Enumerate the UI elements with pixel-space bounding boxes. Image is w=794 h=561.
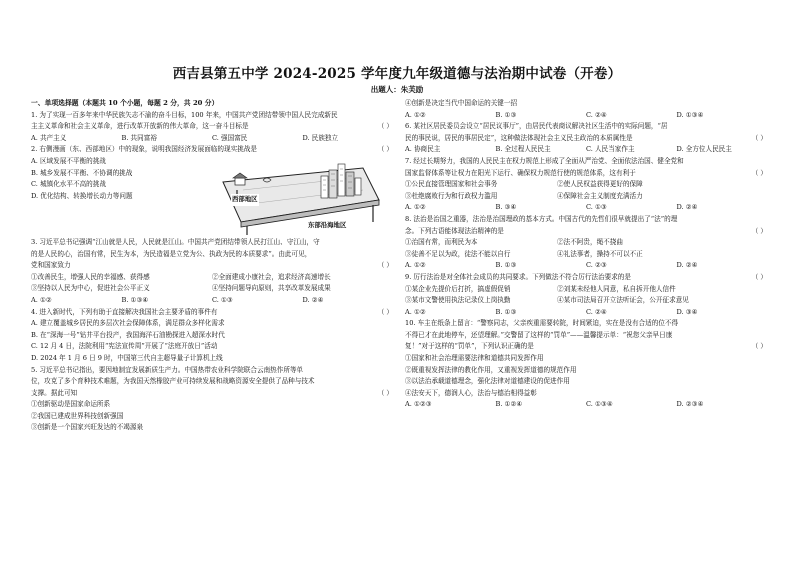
q5-options: [405, 110, 767, 122]
q3-answer-bracket[interactable]: （ ）: [377, 261, 393, 270]
q5-option-b[interactable]: B. ①③: [495, 110, 517, 119]
q8-item-1: ①治国有常，而利民为本: [405, 238, 478, 247]
east-region-label: 东部沿海地区: [307, 220, 347, 232]
q2-option-a[interactable]: A. 区域发展不平衡的挑战: [31, 156, 106, 165]
q8-line-1: 8. 法治是治国之重器，法治是治国理政的基本方式。中国古代的先哲们很早就提出了“法”的理: [405, 214, 678, 223]
q8-option-c[interactable]: C. ②③: [586, 261, 607, 270]
q9-item-1: ①某企业先提价后打折，搞虚假促销: [405, 284, 511, 293]
q8-options: [405, 260, 767, 272]
q9-item-2: ②刘某未经他人同意，私自拆开他人信件: [557, 284, 676, 293]
q3-option-d[interactable]: D. ②④: [302, 295, 324, 304]
q4-answer-bracket[interactable]: （ ）: [377, 307, 393, 316]
q5-option-a[interactable]: A. ①②: [405, 110, 426, 119]
q3-option-c[interactable]: C. ①③: [212, 295, 233, 304]
q3-items-row-2: [31, 283, 393, 295]
west-region-label: 西部地区: [231, 194, 259, 206]
q10-option-c[interactable]: C. ①③④: [586, 400, 613, 409]
q5-option-c[interactable]: C. ②④: [586, 110, 607, 119]
q9-items-row-2: [405, 295, 767, 307]
q6-line-1: 6. 某社区居民委员会设立“居民议事厅”，由居民代表商议解决社区生活中的实际问题，“居: [405, 122, 668, 131]
q4-option-c[interactable]: C. 12 月 4 日，法院利用“宪法宣传周”开展了“法庭开放日”活动: [31, 342, 218, 351]
q7-line-2: [405, 168, 767, 180]
q5-item-4: ④创新是决定当代中国命运的关键一招: [405, 99, 518, 107]
q7-item-4: ④保障社会主义制度充满活力: [557, 191, 643, 200]
q9-option-b[interactable]: B. ①③: [495, 307, 517, 316]
q7-item-2: ②使人民权益获得更好的保障: [557, 180, 643, 189]
q1-option-c[interactable]: C. 强国富民: [212, 133, 248, 142]
q1-option-b[interactable]: B. 共同富裕: [121, 133, 157, 142]
q4-option-a[interactable]: A. 建立覆盖城乡居民的多层次社会保障体系，满足群众多样化需求: [31, 319, 225, 328]
q2-answer-bracket[interactable]: （ ）: [377, 145, 393, 154]
q3-options: [31, 295, 393, 307]
q1-option-a[interactable]: A. 共产主义: [31, 133, 67, 142]
q7-item-1: ①公民直接管理国家和社会事务: [405, 180, 498, 189]
q4-stem-text: 4. 进入新时代，下列有助于直接解决我国社会主要矛盾的事件有: [31, 307, 218, 316]
page-title: 西吉县第五中学 2024-2025 学年度九年级道德与法治期中试卷（开卷）: [172, 66, 622, 82]
q8-option-b[interactable]: B. ①③: [495, 261, 517, 270]
q1-line-2: [31, 121, 393, 133]
q3-item-4: ④坚持问题导向原则，共享改革发展成果: [212, 284, 331, 293]
q6-option-a[interactable]: A. 协商民主: [405, 145, 441, 154]
q2-stem-text: 2. 右侧漫画（东、西部地区）中的现象，说明我国经济发展面临的现实挑战是: [31, 145, 257, 154]
east-west-cartoon: [213, 160, 383, 236]
q8-items-row-1: [405, 237, 767, 249]
q8-line-2-text: 念。下列古语能体现法治精神的是: [405, 226, 504, 235]
q7-line-2-text: 国家监督体系等让权力在阳光下运行、确保权力规范行使的规范体系，这有利于: [405, 168, 636, 177]
q7-options: [405, 202, 767, 214]
q3-line-3: [31, 260, 393, 272]
q6-answer-bracket[interactable]: （ ）: [751, 133, 767, 142]
q8-option-d[interactable]: D. ②④: [676, 261, 698, 270]
q2-option-d[interactable]: D. 优化结构、转换增长动力等问题: [31, 191, 133, 200]
q10-line-2: 不得已才在此地停车，还望理解。”交警留了这样的“罚单”——温馨提示单：“祝您父亲早日康: [405, 330, 673, 339]
right-column: [405, 98, 767, 411]
q7-line-1: 7. 经过长期努力，我国的人民民主在权力规范上形成了全面从严治党、全面依法治国、健全党和: [405, 156, 684, 165]
q6-option-d[interactable]: D. 全方位人民民主: [676, 145, 732, 154]
q3-option-a[interactable]: A. ①②: [31, 295, 52, 304]
q8-answer-bracket[interactable]: （ ）: [751, 226, 767, 235]
q3-items-row-1: [31, 272, 393, 284]
q3-line-2: 的是人民的心，治国有常，民生为本，为民造福是立党为公、执政为民的本质要求”。由此可见，: [31, 249, 312, 258]
q7-option-a[interactable]: A. ①②: [405, 203, 426, 212]
q9-item-4: ④某市司法局召开立法听证会，公开征求意见: [557, 296, 689, 305]
q1-answer-bracket[interactable]: （ ）: [377, 122, 393, 131]
q8-line-2: [405, 226, 767, 238]
q10-item-2: ②既重视发挥法律的教化作用，又重视发挥道德的规范作用: [405, 365, 577, 374]
q7-option-c[interactable]: C. ①③: [586, 203, 607, 212]
q7-item-3: ③杜绝腐败行为和行政权力滥用: [405, 191, 498, 200]
q9-answer-bracket[interactable]: （ ）: [751, 272, 767, 281]
q7-items-row-1: [405, 179, 767, 191]
q7-answer-bracket[interactable]: （ ）: [751, 168, 767, 177]
q5-line-1: 5. 习近平总书记指出，要因地制宜发展新质生产力。中国热带农业科学院联合云南热作所等单: [31, 365, 304, 374]
q1-line-2-text: 主主义革命和社会主义革命，进行改革开放新的伟大革命，这一奋斗目标是: [31, 122, 249, 131]
section-heading: 一、单项选择题（本题共 10 个小题，每题 2 分，共 20 分）: [31, 99, 219, 107]
question-setter: 出题人：朱芙励: [370, 85, 424, 94]
q6-option-b[interactable]: B. 全过程人民民主: [495, 145, 551, 154]
q10-item-4: ④法安天下，德润人心，法治与德治相得益彰: [405, 388, 537, 397]
q3-option-b[interactable]: B. ①③④: [121, 295, 149, 304]
q7-option-b[interactable]: B. ③④: [495, 203, 517, 212]
q8-item-4: ④礼法事者，操持不可以不正: [557, 249, 643, 258]
q5-answer-bracket[interactable]: （ ）: [377, 388, 393, 397]
q10-line-3: [405, 341, 767, 353]
q2-options: [31, 156, 201, 202]
q6-option-c[interactable]: C. 人民当家作主: [586, 145, 635, 154]
q10-item-3: ③以法治承载道德理念，强化法律对道德建设的促进作用: [405, 377, 570, 386]
q10-option-a[interactable]: A. ①②③: [405, 400, 432, 409]
q2-body: [31, 156, 393, 237]
q5-line-3: [31, 388, 393, 400]
left-column: [31, 98, 393, 434]
q2-stem: [31, 144, 393, 156]
q9-item-3: ③某市文警使用执法记录仪上岗执勤: [405, 296, 511, 305]
q5-item-3: ③创新是一个国家兴旺发达的不竭源泉: [31, 423, 144, 432]
q6-line-2: [405, 133, 767, 145]
q7-items-row-2: [405, 191, 767, 203]
q10-item-1: ①国家和社会治理需要法律和道德共同发挥作用: [405, 354, 544, 363]
q5-item-2: ②我国已建成世界科技创新强国: [31, 411, 124, 420]
q9-stem-text: 9. 厉行法治是对全体社会成员的共同要求。下列做法不符合厉行法治要求的是: [405, 272, 631, 281]
q3-item-1: ①改善民生，增强人民的幸福感、获得感: [31, 272, 150, 281]
q5-option-d[interactable]: D. ①③④: [676, 110, 704, 119]
q5-line-3-text: 支撑。据此可知: [31, 388, 78, 397]
q4-stem: [31, 307, 393, 319]
q9-stem: [405, 272, 767, 284]
q2-option-b[interactable]: B. 城乡发展不平衡、不协调的挑战: [31, 168, 133, 177]
q9-option-a[interactable]: A. ①②: [405, 307, 426, 316]
q8-option-a[interactable]: A. ①②: [405, 261, 426, 270]
q8-item-3: ③徒善不足以为政，徒法不能以自行: [405, 249, 511, 258]
q10-answer-bracket[interactable]: （ ）: [751, 342, 767, 351]
q3-line-3-text: 党和国家致力: [31, 261, 71, 270]
q10-options: [405, 399, 767, 411]
q4-option-d[interactable]: D. 2024 年 1 月 6 日 9 时，中国第三代自主超导量子计算机上线: [31, 353, 223, 362]
q10-option-b[interactable]: B. ①②④: [495, 400, 523, 409]
q3-item-2: ②全面建成小康社会，追求经济高速增长: [212, 272, 331, 281]
q4-option-b[interactable]: B. 在“深海一号”钻井平台投产，我国海洋石油勘探进入超深水时代: [31, 330, 225, 339]
q3-item-3: ③坚持以人民为中心，促进社会公平正义: [31, 284, 150, 293]
q5-line-2: 位，攻克了多个育种技术难题，为我国天然橡胶产业可持续发展和战略资源安全提供了品种与技术: [31, 377, 315, 386]
q1-line-1: 1. 为了实现一百多年来中华民族矢志不渝的奋斗目标，100 年来，中国共产党团结带领中国人民完成新民: [31, 110, 338, 119]
q6-options: [405, 144, 767, 156]
q9-option-d[interactable]: D. ③④: [676, 307, 698, 316]
q7-option-d[interactable]: D. ②④: [676, 203, 698, 212]
q10-line-1: 10. 车主在纸条上留言：“警察同志，父亲疾重需要转院，时间紧迫，实在是没有合适的位不得: [405, 319, 679, 328]
q1-options: [31, 133, 393, 145]
q5-item-1: ①创新驱动是国家命运所系: [31, 400, 111, 409]
q1-option-d[interactable]: D. 民族独立: [302, 133, 339, 142]
q8-item-2: ②法不阿贵，绳不挠曲: [557, 238, 623, 247]
q8-items-row-2: [405, 249, 767, 261]
q2-option-c[interactable]: C. 城镇化水平不高的挑战: [31, 180, 106, 189]
q10-option-d[interactable]: D. ②③④: [676, 400, 704, 409]
q9-options: [405, 307, 767, 319]
q6-line-2-text: 民的事民说，居民的事居民定”，这种做法体现社会主义民主政治的本质属性是: [405, 133, 633, 142]
q10-line-3-text: 复！”对于这样的“罚单”，下列认识正确的是: [405, 342, 534, 351]
q3-line-1: 3. 习近平总书记强调“江山就是人民，人民就是江山。中国共产党团结带领人民打江山、守江山，守: [31, 237, 320, 246]
q9-items-row-1: [405, 284, 767, 296]
q9-option-c[interactable]: C. ②④: [586, 307, 607, 316]
